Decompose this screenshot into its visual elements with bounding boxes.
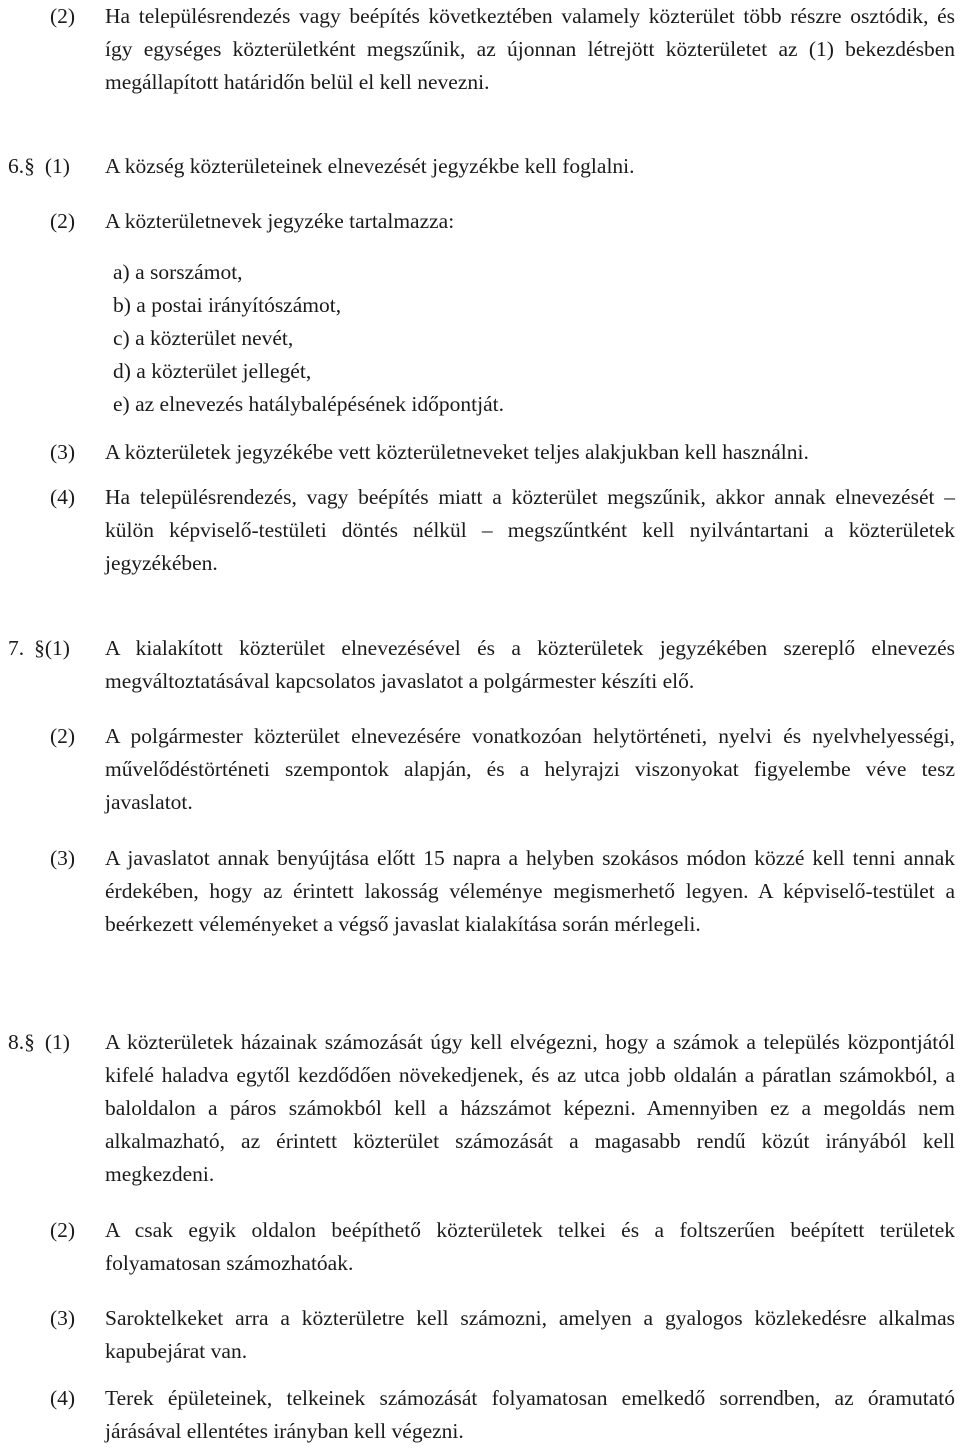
paragraph-text: A közterületek jegyzékébe vett közterületneveket teljes alakjukban kell használni.: [105, 440, 809, 464]
list-item: [113, 322, 293, 355]
paragraph-text: A közterületek házainak számozását úgy kell elvégezni, hogy a számok a település központjától kifelé haladva egytől kezdődően növekedjenek, és az utca jobb oldalán a páratlan számokból, a baloldalon a páros számokból kell a házszámot képezni. Amennyiben ez a megoldás nem alkalmazható, az érintett közterület számozását a magasabb rendű közút irányából kell megkezdeni.: [105, 1030, 955, 1186]
section-number: 6.: [8, 154, 25, 178]
list-item-text: a postai irányítószámot,: [136, 293, 342, 317]
paragraph-label: (4): [50, 485, 76, 509]
paragraph-label: (2): [50, 4, 76, 28]
paragraph-label: (2): [50, 1218, 76, 1242]
section-symbol: §: [24, 1030, 35, 1054]
paragraph-label: (1): [44, 1030, 70, 1054]
section-symbol: §: [34, 636, 45, 660]
section-heading: [8, 1026, 70, 1059]
paragraph-text: Saroktelkeket arra a közterületre kell számozni, amelyen a gyalogos közlekedésre alkalmas kapubejárat van.: [105, 1306, 955, 1363]
list-item: [113, 256, 243, 289]
paragraph-text: A község közterületeinek elnevezését jegyzékbe kell foglalni.: [105, 154, 635, 178]
section-heading: [8, 150, 70, 183]
paragraph-label: (3): [50, 440, 76, 464]
paragraph-text: Ha településrendezés vagy beépítés következtében valamely közterület több részre osztódik, és így egységes közterületként megszűnik, az újonnan létrejött közterületet az (1) bekezdésben megállapított határidőn belül el kell nevezni.: [105, 4, 955, 94]
list-item-text: a közterület jellegét,: [136, 359, 312, 383]
list-item-text: a közterület nevét,: [135, 326, 294, 350]
section-number: 7.: [8, 636, 25, 660]
paragraph-label: (1): [44, 636, 70, 660]
list-item-text: az elnevezés hatálybalépésének időpontját.: [135, 392, 504, 416]
section-symbol: §: [24, 154, 35, 178]
list-item-text: a sorszámot,: [135, 260, 243, 284]
section-number: 8.: [8, 1030, 25, 1054]
paragraph-text: A polgármester közterület elnevezésére vonatkozóan helytörténeti, nyelvi és nyelvhelyességi, művelődéstörténeti szempontok alapján, és a helyrajzi viszonyokat figyelembe véve tesz javaslatot.: [105, 724, 955, 814]
paragraph-label: (3): [50, 1306, 76, 1330]
list-item-label: c): [113, 326, 130, 350]
paragraph-label: (2): [50, 209, 76, 233]
paragraph-text: Ha településrendezés, vagy beépítés miatt a közterület megszűnik, akkor annak elnevezését – külön képviselő-testületi döntés nélkül – megszűntként kell nyilvántartani a közterületek jegyzékében.: [105, 485, 955, 575]
list-item: [113, 355, 311, 388]
paragraph-text: A csak egyik oldalon beépíthető közterületek telkei és a foltszerűen beépített területek folyamatosan számozhatóak.: [105, 1218, 955, 1275]
list-item-label: b): [113, 293, 131, 317]
paragraph-label: (1): [44, 154, 70, 178]
paragraph-label: (3): [50, 846, 76, 870]
section-heading: [8, 632, 70, 665]
paragraph-label: (2): [50, 724, 76, 748]
list-item: [113, 388, 504, 421]
paragraph-text: A közterületnevek jegyzéke tartalmazza:: [105, 209, 455, 233]
paragraph-label: (4): [50, 1386, 76, 1410]
paragraph-text: Terek épületeinek, telkeinek számozását folyamatosan emelkedő sorrendben, az óramutató járásával ellentétes irányban kell végezni.: [105, 1386, 955, 1443]
list-item-label: e): [113, 392, 130, 416]
list-item-label: a): [113, 260, 130, 284]
list-item: [113, 289, 341, 322]
list-item-label: d): [113, 359, 131, 383]
paragraph-text: A kialakított közterület elnevezésével és a közterületek jegyzékében szereplő elnevezés megváltoztatásával kapcsolatos javaslatot a polgármester készíti elő.: [105, 636, 955, 693]
paragraph-text: A javaslatot annak benyújtása előtt 15 napra a helyben szokásos módon közzé kell tenni annak érdekében, hogy az érintett lakosság véleménye megismerhető legyen. A képviselő-testület a beérkezett véleményeket a végső javaslat kialakítása során mérlegeli.: [105, 846, 955, 936]
